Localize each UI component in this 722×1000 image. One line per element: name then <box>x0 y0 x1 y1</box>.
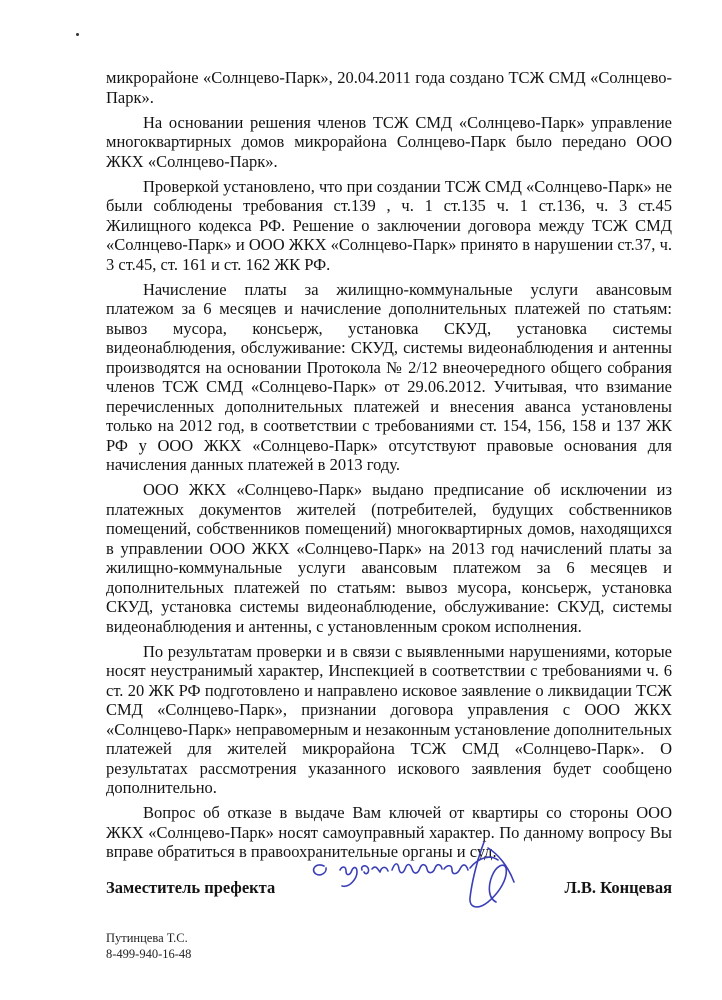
paragraph-5: ООО ЖКХ «Солнцево-Парк» выдано предписание об исключении из платежных документов жителей (потребителей, будущих собственников помещений, собственников помещений) многоквартирных домов, находящихся в управлении ООО ЖКХ «Солнцево-Парк» на 2013 год начислений платы за жилищно-коммунальные услуги авансовым платежом за 6 месяцев и дополнительных платежей по статьям: вывоз мусора, консьерж, установка СКУД, установка системы видеонаблюдение, обслуживание: СКУД, системы видеонаблюдения и антенны, с установленным сроком исполнения. <box>106 480 672 636</box>
paragraph-7: Вопрос об отказе в выдаче Вам ключей от квартиры со стороны ООО ЖКХ «Солнцево-Парк» носят самоуправный характер. По данному вопросу Вы вправе обратиться в правоохранительные органы и суд. <box>106 803 672 861</box>
paragraph-3: Проверкой установлено, что при создании ТСЖ СМД «Солнцево-Парк» не были соблюдены требования ст.139 , ч. 1 ст.135 ч. 1 ст.136, ч. 3 ст.45 Жилищного кодекса РФ. Решение о заключении договора между ТСЖ СМД «Солнцево-Парк» и ООО ЖКХ «Солнцево-Парк» принято в нарушении ст.37, ч. 3 ст.45, ст. 161 и ст. 162 ЖК РФ. <box>106 176 672 274</box>
handwritten-signature <box>302 836 532 918</box>
signer-title: Заместитель префекта <box>106 878 276 897</box>
paragraph-4: Начисление платы за жилищно-коммунальные услуги авансовым платежом за 6 месяцев и начисление дополнительных платежей по статьям: вывоз мусора, консьерж, установка СКУД, установка системы видеонаблюдения, обслуживание: СКУД, системы видеонаблюдения и антенны производятся на основании Протокола № 2/12 внеочередного общего собрания членов ТСЖ СМД «Солнцево-Парк» от 29.06.2012. Учитывая, что взимание перечисленных дополнительных платежей и внесения аванса установлены только на 2012 год, в соответствии с требованиями ст. 154, 156, 158 и 137 ЖК РФ у ООО ЖКХ «Солнцево-Парк» отсутствуют правовые основания для начисления данных платежей в 2013 году. <box>106 279 672 474</box>
paragraph-6: По результатам проверки и в связи с выявленными нарушениями, которые носят неустранимый характер, Инспекцией в соответствии с требованиями ч. 6 ст. 20 ЖК РФ подготовлено и направлено исковое заявление о ликвидации ТСЖ СМД «Солнцево-Парк», признании договора управления с ООО ЖКХ «Солнцево-Парк» неправомерным и незаконным установление дополнительных платежей для жителей микрорайона ТСЖ СМД «Солнцево-Парк». О результатах рассмотрения указанного искового заявления будет сообщено дополнительно. <box>106 641 672 797</box>
paragraph-2: На основании решения членов ТСЖ СМД «Солнцево-Парк» управление многоквартирных домов микрорайона Солнцево-Парк было передано ООО ЖКХ «Солнцево-Парк». <box>106 112 672 171</box>
letter-body <box>106 68 672 867</box>
paragraph-1: микрорайоне «Солнцево-Парк», 20.04.2011 года создано ТСЖ СМД «Солнцево-Парк». <box>106 68 672 107</box>
executor-phone: 8-499-940-16-48 <box>106 947 192 961</box>
signature-block <box>106 874 672 914</box>
scan-dot <box>76 33 79 36</box>
signer-name: Л.В. Концевая <box>564 878 672 897</box>
executor-name: Путинцева Т.С. <box>106 931 188 945</box>
executor-info <box>106 930 191 962</box>
